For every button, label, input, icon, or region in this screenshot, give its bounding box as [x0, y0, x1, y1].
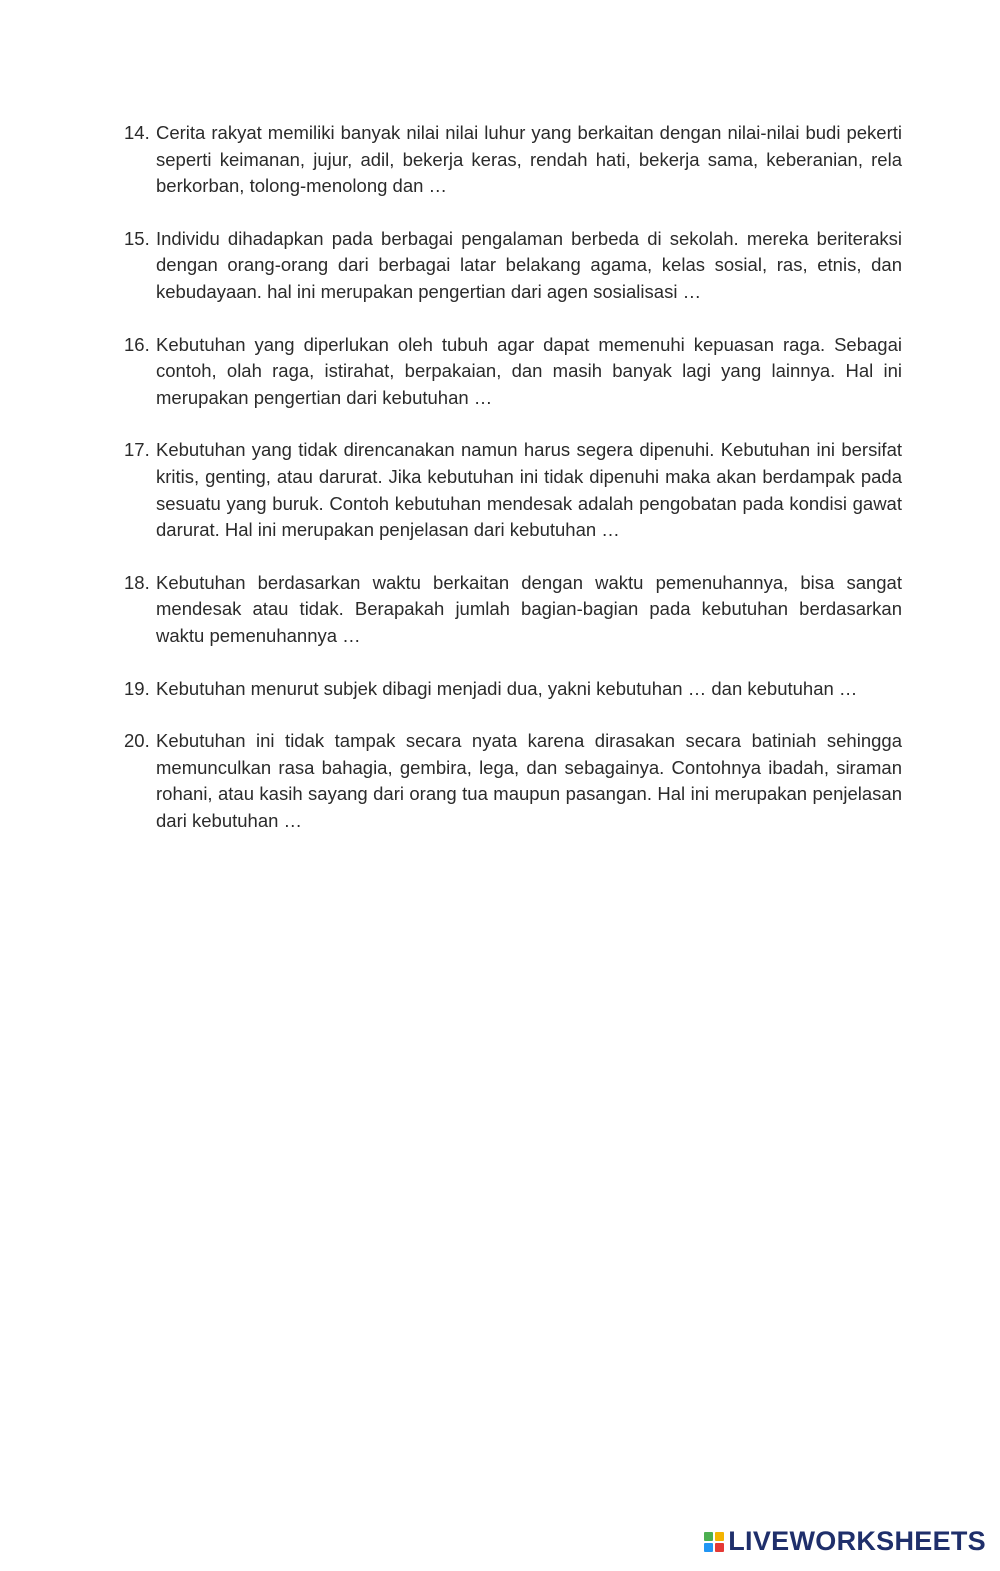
question-text: Kebutuhan menurut subjek dibagi menjadi dua, yakni kebutuhan … dan kebutuhan …: [156, 677, 858, 699]
question-text: Kebutuhan yang diperlukan oleh tubuh agar dapat memenuhi kepuasan raga. Sebagai contoh, olah raga, istirahat, berpakaian, dan masih banyak lagi yang lainnya. Hal ini merupakan pengertian dari kebutuhan …: [156, 333, 902, 408]
question-number: 20.: [124, 730, 150, 752]
question-item: [124, 728, 902, 834]
question-text: Cerita rakyat memiliki banyak nilai nilai luhur yang berkaitan dengan nilai-nilai budi pekerti seperti keimanan, jujur, adil, bekerja keras, rendah hati, bekerja sama, keberanian, rela berkorban, tolong-menolong dan …: [156, 122, 902, 197]
question-item: [124, 676, 902, 703]
question-text: Kebutuhan berdasarkan waktu berkaitan dengan waktu pemenuhannya, bisa sangat mendesak atau tidak. Berapakah jumlah bagian-bagian pada kebutuhan berdasarkan waktu pemenuhannya …: [156, 571, 902, 646]
question-number: 19.: [124, 677, 150, 699]
question-item: [124, 332, 902, 412]
question-number: 15.: [124, 227, 150, 249]
logo-square-blue: [704, 1543, 713, 1552]
question-number: 18.: [124, 571, 150, 593]
logo-square-green: [704, 1532, 713, 1541]
question-number: 16.: [124, 333, 150, 355]
question-text: Kebutuhan ini tidak tampak secara nyata karena dirasakan secara batiniah sehingga memunculkan rasa bahagia, gembira, lega, dan sebagainya. Contohnya ibadah, siraman rohani, atau kasih sayang dari orang tua maupun pasangan. Hal ini merupakan penjelasan dari kebutuhan …: [156, 730, 902, 831]
question-text: Individu dihadapkan pada berbagai pengalaman berbeda di sekolah. mereka beriteraksi dengan orang-orang dari berbagai latar belakang agama, kelas sosial, ras, etnis, dan kebudayaan. hal ini merupakan pengertian dari agen sosialisasi …: [156, 227, 902, 302]
liveworksheets-logo-icon: [704, 1532, 724, 1552]
liveworksheets-brand: [704, 1526, 986, 1557]
question-number: 14.: [124, 122, 150, 143]
question-text: Kebutuhan yang tidak direncanakan namun harus segera dipenuhi. Kebutuhan ini bersifat kritis, genting, atau darurat. Jika kebutuhan ini tidak dipenuhi maka akan berdampak pada sesuatu yang buruk. Contoh kebutuhan mendesak adalah pengobatan pada kondisi gawat darurat. Hal ini merupakan penjelasan dari kebutuhan …: [156, 439, 902, 541]
question-item: [124, 437, 902, 543]
question-item: [124, 226, 902, 306]
liveworksheets-wordmark: LIVEWORKSHEETS: [728, 1526, 986, 1556]
question-item: [124, 120, 902, 200]
question-number: 17.: [124, 439, 150, 461]
question-list: [124, 120, 902, 860]
question-item: [124, 570, 902, 650]
logo-square-yellow: [715, 1532, 724, 1541]
logo-square-red: [715, 1543, 724, 1552]
